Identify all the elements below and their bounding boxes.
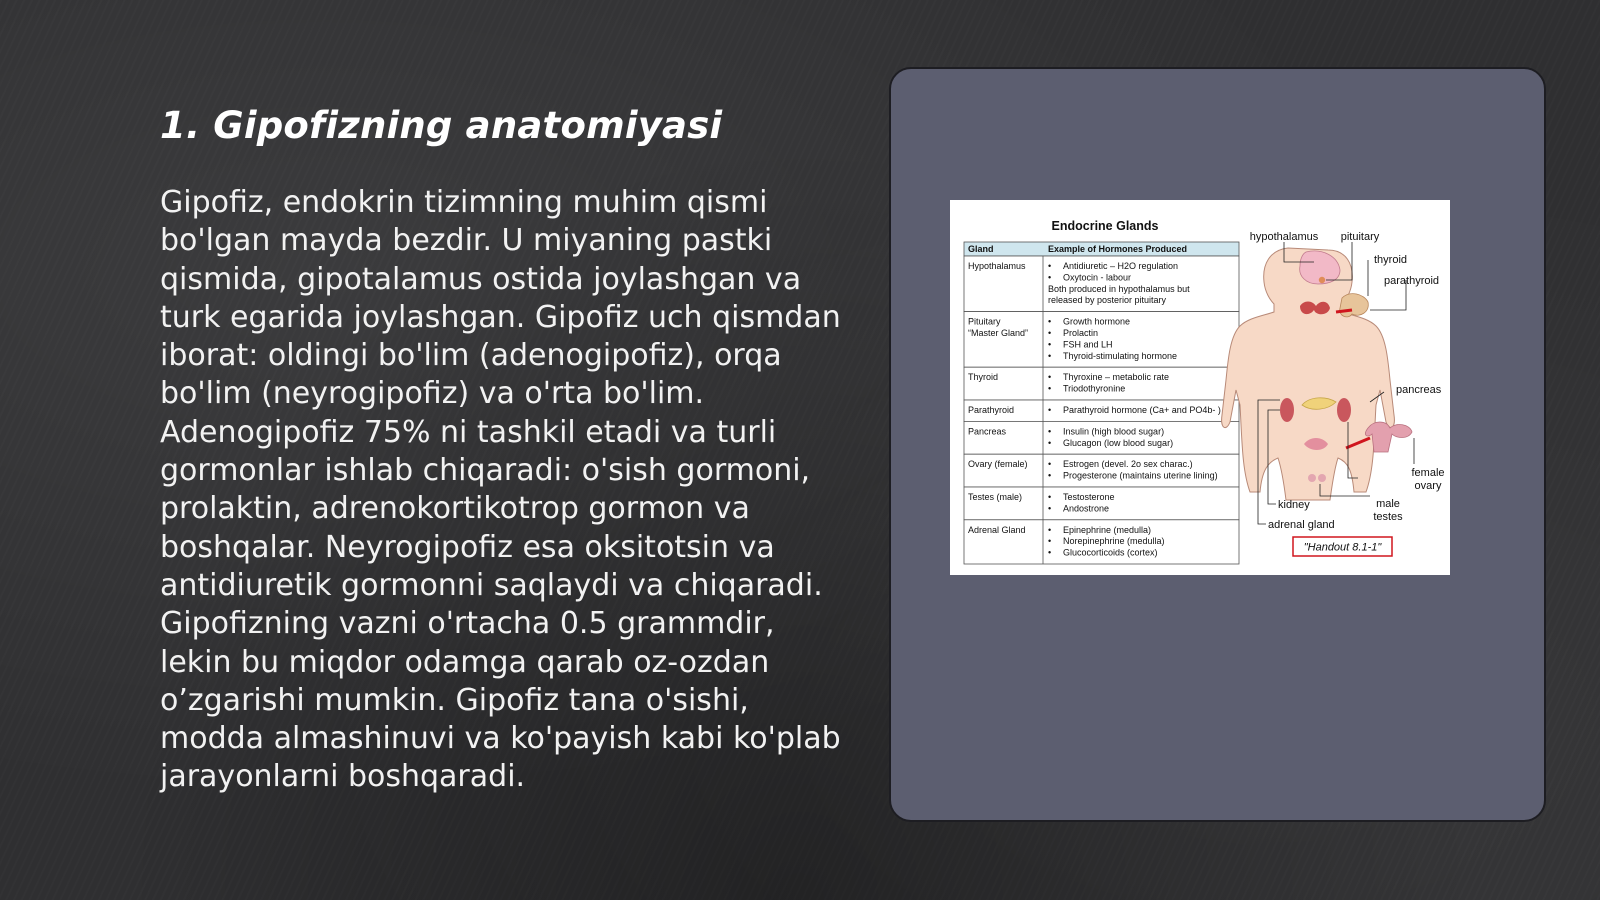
label-thyroid: thyroid bbox=[1374, 254, 1408, 266]
table-cell-hormone: FSH and LH bbox=[1063, 339, 1113, 350]
table-cell-hormone: Glucagon (low blood sugar) bbox=[1063, 437, 1174, 448]
table-cell-note: Both produced in hypothalamus but bbox=[1048, 283, 1190, 294]
endocrine-glands-diagram bbox=[950, 200, 1450, 575]
slide-title: 1. Gipofizning anatomiyasi bbox=[160, 104, 723, 147]
label-adrenal-gland: adrenal gland bbox=[1268, 519, 1335, 531]
table-bullet: • bbox=[1048, 426, 1052, 437]
table-cell-hormone: Glucocorticoids (cortex) bbox=[1063, 547, 1158, 558]
hormone-table bbox=[964, 242, 1239, 564]
table-cell-hormone: Insulin (high blood sugar) bbox=[1063, 426, 1165, 437]
table-cell-gland: Pancreas bbox=[968, 426, 1007, 437]
pituitary-gland-icon bbox=[1319, 277, 1325, 283]
label-parathyroid: parathyroid bbox=[1384, 275, 1440, 287]
table-cell-gland: “Master Gland” bbox=[968, 328, 1029, 338]
label-pituitary: pituitary bbox=[1340, 231, 1380, 243]
label-male: male bbox=[1376, 498, 1400, 510]
table-cell-gland: Thyroid bbox=[968, 372, 999, 383]
table-bullet: • bbox=[1048, 383, 1052, 394]
table-cell-hormone: Thyroid-stimulating hormone bbox=[1063, 350, 1178, 361]
label-testes: testes bbox=[1373, 511, 1403, 523]
table-cell-hormone: Parathyroid hormone (Ca+ and PO4b- ) bbox=[1063, 405, 1221, 415]
slide-body-text: Gipofiz, endokrin tizimning muhim qismi bo'lgan mayda bezdir. U miyaning pastki qismida, gipotalamus ostida joylashgan va turk egarida joylashgan. Gipofiz uch qismdan iborat: oldingi bo'lim (adenogipofiz), orqa bo'lim (neyrogipofiz) va o'rta bo'lim. Adenogipofiz 75% ni tashkil etadi va turli gormonlar ishlab chiqaradi: o'sish gormoni, prolaktin, adrenokortikotrop gormon va boshqalar. Neyrogipofiz esa oksitotsin va antidiuretik gormonni saqlaydi va chiqaradi. Gipofizning vazni o'rtacha 0.5 grammdir, lekin bu miqdor odamga qarab oz-ozdan o’zgarishi mumkin. Gipofiz tana o'sishi, modda almashinuvi va ko'payish kabi ko'plab jarayonlarni boshqaradi. bbox=[160, 185, 841, 795]
table-cell-gland: Ovary (female) bbox=[968, 459, 1028, 470]
table-cell-hormone: Norepinephrine (medulla) bbox=[1063, 536, 1165, 547]
table-cell-hormone: Progesterone (maintains uterine lining) bbox=[1063, 470, 1218, 481]
parathyroid-zoom-icon bbox=[1340, 294, 1369, 317]
table-cell-gland: Adrenal Gland bbox=[968, 524, 1026, 535]
kidney-right-icon bbox=[1337, 398, 1351, 422]
table-bullet: • bbox=[1048, 272, 1052, 283]
testis-right-icon bbox=[1318, 474, 1326, 482]
table-bullet: • bbox=[1048, 316, 1052, 327]
table-cell-gland: Hypothalamus bbox=[968, 261, 1026, 271]
table-cell-hormone: Oxytocin - labour bbox=[1063, 272, 1132, 283]
table-header-hormones: Example of Hormones Produced bbox=[1048, 244, 1188, 254]
table-bullet: • bbox=[1048, 470, 1052, 481]
table-bullet: • bbox=[1048, 524, 1052, 535]
table-cell-hormone: Testosterone bbox=[1063, 492, 1115, 502]
kidney-left-icon bbox=[1280, 398, 1294, 422]
table-bullet: • bbox=[1048, 492, 1052, 502]
table-bullet: • bbox=[1048, 437, 1052, 448]
table-cell-hormone: Thyroxine – metabolic rate bbox=[1063, 372, 1170, 383]
label-pancreas: pancreas bbox=[1396, 384, 1442, 396]
table-bullet: • bbox=[1048, 350, 1052, 361]
table-bullet: • bbox=[1048, 459, 1052, 470]
table-bullet: • bbox=[1048, 372, 1052, 383]
figure-title: Endocrine Glands bbox=[1051, 219, 1159, 233]
body-silhouette-icon bbox=[1222, 248, 1395, 500]
table-cell-gland: Parathyroid bbox=[968, 405, 1015, 415]
label-hypothalamus: hypothalamus bbox=[1249, 231, 1319, 243]
table-bullet: • bbox=[1048, 503, 1052, 514]
table-cell-hormone: Growth hormone bbox=[1063, 316, 1131, 327]
thyroid-arrow-icon bbox=[1336, 310, 1352, 312]
table-cell-gland: Testes (male) bbox=[968, 492, 1023, 502]
table-cell-hormone: Prolactin bbox=[1063, 328, 1099, 338]
table-bullet: • bbox=[1048, 261, 1052, 271]
table-bullet: • bbox=[1048, 339, 1052, 350]
label-ovary: ovary bbox=[1414, 480, 1442, 492]
table-bullet: • bbox=[1048, 547, 1052, 558]
table-bullet: • bbox=[1048, 536, 1052, 547]
table-cell-hormone: Antidiuretic – H2O regulation bbox=[1063, 261, 1179, 271]
label-female: female bbox=[1411, 467, 1445, 479]
handout-label: "Handout 8.1-1" bbox=[1303, 541, 1382, 554]
table-cell-note: released by posterior pituitary bbox=[1048, 295, 1167, 306]
table-cell-hormone: Estrogen (devel. 2o sex charac.) bbox=[1063, 459, 1193, 470]
table-bullet: • bbox=[1048, 328, 1052, 338]
table-bullet: • bbox=[1048, 405, 1052, 415]
table-header-gland: Gland bbox=[968, 244, 994, 254]
table-cell-hormone: Epinephrine (medulla) bbox=[1063, 524, 1152, 535]
endocrine-glands-figure bbox=[950, 200, 1450, 575]
table-cell-hormone: Andostrone bbox=[1063, 503, 1110, 514]
label-kidney: kidney bbox=[1278, 499, 1310, 511]
table-cell-hormone: Triodothyronine bbox=[1063, 383, 1126, 394]
testis-left-icon bbox=[1308, 474, 1316, 482]
table-cell-gland: Pituitary bbox=[968, 316, 1001, 327]
